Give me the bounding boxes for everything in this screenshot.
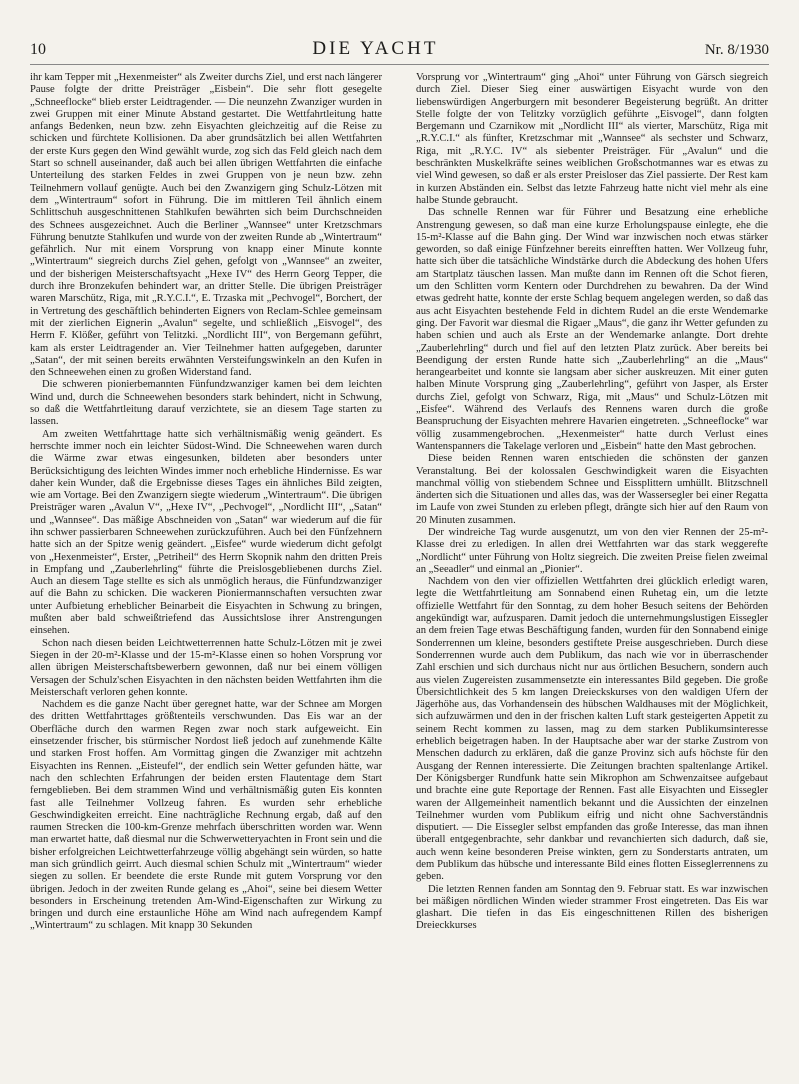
paragraph: Die letzten Rennen fanden am Sonntag den 9. Februar statt. Es war inzwischen bei mäßigen nördlichen Winden wieder strammer Frost eingetreten. Das Eis war glashart. Die tiefen in das Eis eingeschnittenen Rillen des bisherigen Dreieckkurses bbox=[416, 883, 768, 932]
magazine-title: DIE YACHT bbox=[312, 38, 439, 59]
right-column bbox=[416, 72, 768, 1076]
header-rule bbox=[30, 64, 769, 65]
page-number: 10 bbox=[30, 41, 46, 58]
issue-number: Nr. 8/1930 bbox=[704, 42, 769, 58]
paragraph: Diese beiden Rennen waren entschieden die schönsten der ganzen Veranstaltung. Bei der kolossalen Geschwindigkeit waren die Eisyachten manchmal völlig von stiebendem Schnee und Eissplittern umhüllt. Blitzschnell änderten sich die Situationen und alles das, was der Wassersegler bei einer Regatta im Laufe von zwei Stunden zu erleben pflegt, drängte sich hier auf den Raum von 20 Minuten zusammen. bbox=[416, 453, 768, 526]
page-header bbox=[30, 38, 769, 62]
paragraph: Vorsprung vor „Wintertraum“ ging „Ahoi“ unter Führung von Gärsch siegreich durch Ziel. Dieser Sieg einer auswärtigen Eisyacht wurde von den liebenswürdigen Angerburgern mit besonderer Begeisterung begrüßt. An dritter Stelle folgte der von Telitzky vorzüglich geführte „Eisvogel“, dann folgten Bergemann und Czarnikow mit „Nordlicht III“ als vierter, Marschütz, Riga mit „R.Y.C.I.“ als fünfter, Kretzschmar mit „Wannsee“ als sechster und Schwarz, Riga, mit „R.Y.C. IV“ als siebenter Preisträger. Für „Avalun“ und die beschränkten Muskelkräfte seines weiblichen Großschotmannes war es etwas zu viel Wind gewesen, so daß er als erster Preisloser das Ziel passierte. Der Rest kam in kurzen Abständen ein. Selbst das letzte Fahrzeug hatte nicht viel mehr als eine halbe Stunde gebraucht. bbox=[416, 72, 768, 206]
left-column bbox=[30, 72, 382, 1076]
paragraph: Die schweren pionierbemannten Fünfundzwanziger kamen bei dem leichten Wind und, durch die Schneewehen besonders stark behindert, nicht in Schwung, so daß die Wettfahrtleitung darauf verzichtete, sie an diesem Tage starten zu lassen. bbox=[30, 379, 382, 428]
paragraph: Am zweiten Wettfahrttage hatte sich verhältnismäßig wenig geändert. Es herrschte immer noch ein leichter Südost-Wind. Die Schneewehen waren durch die Wärme zwar etwas eingesunken, bildeten aber besonders unter Berücksichtigung des leichten Windes immer noch erhebliche Hindernisse. Es war daher kein Wunder, daß die Ergebnisse dieses Tages ein ähnliches Bild zeigten, wie am Vortage. Bei den Zwanzigern siegte wiederum „Wintertraum“. Die übrigen Preisträger waren „Avalun V“, „Hexe IV“, „Pechvogel“, „Nordlicht III“, „Satan“ und „Wannsee“. Das mäßige Abschneiden von „Satan“ war wiederum auf die für ihn schwer passierbaren Schneewehen zurückzuführen. Auch bei den Fünfzehnern hatte sich an der Spitze wenig geändert. „Eisfee“ wurde wiederum dicht gefolgt von „Hexenmeister“, Erster, „Petriheil“ des Herrn Skopnik nahm den dritten Preis in Empfang und „Zauberlehrling“ führte die Preislosgebliebenen durchs Ziel. Auch an diesem Tage stellte es sich als unmöglich heraus, die Fünfundzwanziger auf die Bahn zu schicken. Die wackeren Pioniermannschaften versuchten zwar unter Aufbietung erheblicher Beinarbeit die Eisyachten in Schwung zu bringen, mußten aber bald schweißtriefend das Aussichtslose ihrer Anstrengungen einsehen. bbox=[30, 428, 382, 637]
paragraph: Das schnelle Rennen war für Führer und Besatzung eine erhebliche Anstrengung gewesen, so daß man eine kurze Erholungspause einlegte, ehe die 15-m²-Klasse auf die Bahn ging. Der Wind war inzwischen noch etwas stärker geworden, so daß einige Fünfzehner bereits einrefften hatten. Wer Vollzeug fuhr, hatte sich über die tatsächliche Windstärke durch die Abdeckung des hohen Ufers am Startplatz täuschen lassen. Man mußte dann im Rennen oft die Schot fieren, um den Schlitten vorm Kentern oder Durchdrehen zu bewahren. Da der Wind etwas gedreht hatte, konnte der erste Schlag bequem angelegen werden, so daß das aus acht Eisyachten bestehende Feld in dichtem Rudel an die erste Wendemarke ging. Der Favorit war diesmal die Rigaer „Maus“, die ganz ihr Wetter gefunden zu haben schien und auch als Erste an der Wendemarke anlangte. Dort drehte „Zauberlehrling“ durch und fiel auf den letzten Platz zurück. Aber bereits bei Beendigung der ersten Runde hatte sich „Zauberlehrling“ an die „Maus“ herangearbeitet und konnte sie langsam aber sicher auskreuzen. Mit einer guten halben Minute Vorsprung ging „Zauberlehrling“, geführt von Jasper, als Erster durchs Ziel, gefolgt von Schwarz, Riga, mit „Maus“ und Schulz-Lötzen mit „Eisfee“. Während des Verlaufs des Rennens waren durch die große Beanspruchung der Eisyachten mehrere Havarien eingetreten. „Schneeflocke“ war völlig zusammengebrochen. „Hexenmeister“ hatte durch Verlust eines Wantenspanners die Takelage verloren und „Eisbein“ hatte den Mast gebrochen. bbox=[416, 207, 768, 452]
paragraph: Der windreiche Tag wurde ausgenutzt, um von den vier Rennen der 25-m²-Klasse drei zu erledigen. In allen drei Wettfahrten war das stark weggerefte „Nordlicht“ unter Führung von Holtz siegreich. Die zweiten Preise fielen zweimal an „Seeadler“ und einmal an „Pionier“. bbox=[416, 526, 768, 575]
paragraph: ihr kam Tepper mit „Hexenmeister“ als Zweiter durchs Ziel, und erst nach längerer Pause folgte der dritte Preisträger „Eisbein“. Die sehr flott gesegelte „Schneeflocke“ blieb erster Leidtragender. — Die neunzehn Zwanziger wurden in zwei Gruppen mit einer Minute Abstand gestartet. Die Wettfahrtleitung hatte anfangs Bedenken, neun bzw. zehn Eisyachten gleichzeitig auf die Reise zu schicken und fürchtete Kollisionen. Da aber grundsätzlich bei allen Wettfahrten der erste Kurs gegen den Wind gewählt wurde, zog sich das Feld gleich nach dem Start so schnell auseinander, daß auch bei allen übrigen Wettfahrten die einfache Unterteilung des starken Feldes in zwei Gruppen von je neun bzw. zehn Teilnehmern vollauf genügte. Auch bei den Zwanzigern ging Schulz-Lötzen mit dem „Wintertraum“ sofort in Führung. Die im mittleren Teil ähnlich einem Schlittschuh ausgeschnittenen Stahlkufen bewährten sich beim Durchschneiden des Schnees ausgezeichnet. Auch die Berliner „Wannsee“ unter Kretzschmars Führung benutzte Stahlkufen und wurde von der zweiten Runde ab „Wintertraum“ gefährlich. Nur mit einem Vorsprung von knapp einer Minute konnte „Wintertraum“ siegreich durchs Ziel gehen, gefolgt von „Wannsee“ an zweiter, und der bisherigen Meisterschaftsyacht „Hexe IV“ des Herrn Georg Tepper, die durch ihre Bronzekufen behindert war, an dritter Stelle. Die übrigen Preisträger waren Marschütz, Riga, mit „R.Y.C.I.“, E. Trzaska mit „Pechvogel“, Borchert, der in Vertretung des geschäftlich behinderten Eigners von Reclam-Schlee gemeinsam mit der zierlichen Eignerin „Avalun“ segelte, und schließlich „Eisvogel“, des Herrn F. Klößer, geführt von Telitzki. „Nordlicht III“, von Bergemann geführt, kam als erster Leidtragender an. Vier Teilnehmer hatten aufgegeben, darunter „Satan“, der mit seinen bereits erwähnten Versteifungswinkeln an den Kufen in den Schneewehen einen zu großen Widerstand fand. bbox=[30, 72, 382, 379]
paragraph: Schon nach diesen beiden Leichtwetterrennen hatte Schulz-Lötzen mit je zwei Siegen in der 20-m²-Klasse und der 15-m²-Klasse einen so hohen Vorsprung vor allen übrigen Meisterschaftsbewerbern gewonnen, daß nur bei einem völligen Versagen der Schulz'schen Eisyachten in den nächsten beiden Wettfahrten ihm die Meisterschaft verloren gehen konnte. bbox=[30, 637, 382, 698]
paragraph: Nachdem es die ganze Nacht über geregnet hatte, war der Schnee am Morgen des dritten Wettfahrttages größtenteils verschwunden. Das Eis war an der Oberfläche durch den warmen Regen zwar noch stark aufgeweicht. Ein einsetzender frischer, bis stürmischer Nordost ließ jedoch auf zunehmende Kälte und starken Frost hoffen. Am Vormittag gingen die Zwanziger mit achtzehn Eisyachten ins Rennen. „Eisteufel“, der endlich sein Wetter gefunden hätte, war nach den schlechten Erfahrungen der beiden ersten Flautentage dem Start ferngeblieben. Bei dem strammen Wind und verhältnismäßig guten Eis konnten fast alle Teilnehmer Vollzeug fahren. Es wurden sehr erhebliche Geschwindigkeiten erreicht. Eine nachträgliche Rechnung ergab, daß auf den raumen Strecken die 100-km-Grenze mehrfach überschritten worden war. Wenn man erwartet hatte, daß diesmal nur die Schwerwetteryachten in Front sein und die bisher erfolgreichen Leichtwetterfahrzeuge völlig abgehängt sein würden, so hatte man sich gründlich geirrt. Auch diesmal schien Schulz mit „Wintertraum“ wieder siegen zu sollen. Er beendete die erste Runde mit gutem Vorsprung vor den übrigen. Jedoch in der zweiten Runde gelang es „Ahoi“, seine bei diesem Wetter besonders in Erscheinung tretenden Am-Wind-Eigenschaften zur Wirkung zu bringen und durch eine erstaunliche Höhe am Wind nach aufregendem Kampf „Wintertraum“ zu schlagen. Mit knapp 30 Sekunden bbox=[30, 699, 382, 932]
paragraph: Nachdem von den vier offiziellen Wettfahrten drei glücklich erledigt waren, legte die Wettfahrtleitung am Sonnabend einen Ruhetag ein, um die letzte offizielle Wettfahrt für den Sonntag, zu dem hoher Besuch seitens der Behörden angekündigt war, aufzusparen. Damit jedoch die unternehmungslustigen Eissegler an dem freien Tage etwas Beschäftigung fanden, wurden für den Sonnabend einige Sonderrennen um kleine, besonders gestiftete Preise ausgeschrieben. Durch diese Sonderrennen wurde auch dem Publikum, das nach wie vor in überraschender Zahl erschien und sich durchaus nicht nur aus örtlichen Besuchern, sondern auch aus vielen Zugereisten zusammensetzte ein interessantes Bild gegeben. Die große Übersichtlichkeit des 5 km langen Dreieckskurses von den waldigen Ufern der Jägerhöhe aus, das Vorhandensein des hübschen Waldhauses mit der Möglichkeit, sich aufzuwärmen und den in der frischen kalten Luft stark gesteigerten Appetit zu seinem Recht kommen zu lassen, mag zu dem starken Publikumsinteresse erheblich beigetragen haben. In der Hauptsache aber war der starke Zustrom von Menschen dadurch zu erklären, daß die ganze Provinz sich aufs höchste für den Ausgang der Rennen interessierte. Die Zeitungen brachten spaltenlange Artikel. Der Königsberger Rundfunk hatte sein Mikrophon am Schwenzaitsee aufgebaut und brachte eine gute Reportage der Rennen. Fast alle Eisyachten und Eissegler waren der Allgemeinheit namentlich bekannt und die Aussichten der einzelnen Teilnehmer wurden vom Publikum eifrig und nicht ohne Sachverständnis disputiert. — Die Eissegler selbst empfanden das große Interesse, das man ihnen überall entgegenbrachte, sehr dankbar und revanchierten sich dadurch, daß sie, auch wenn keine besonderen Preise winkten, gern zu Sonderstarts antraten, um dem Publikum das hübsche und interessante Bild eines flotten Eisseglerrennens zu geben. bbox=[416, 576, 768, 883]
